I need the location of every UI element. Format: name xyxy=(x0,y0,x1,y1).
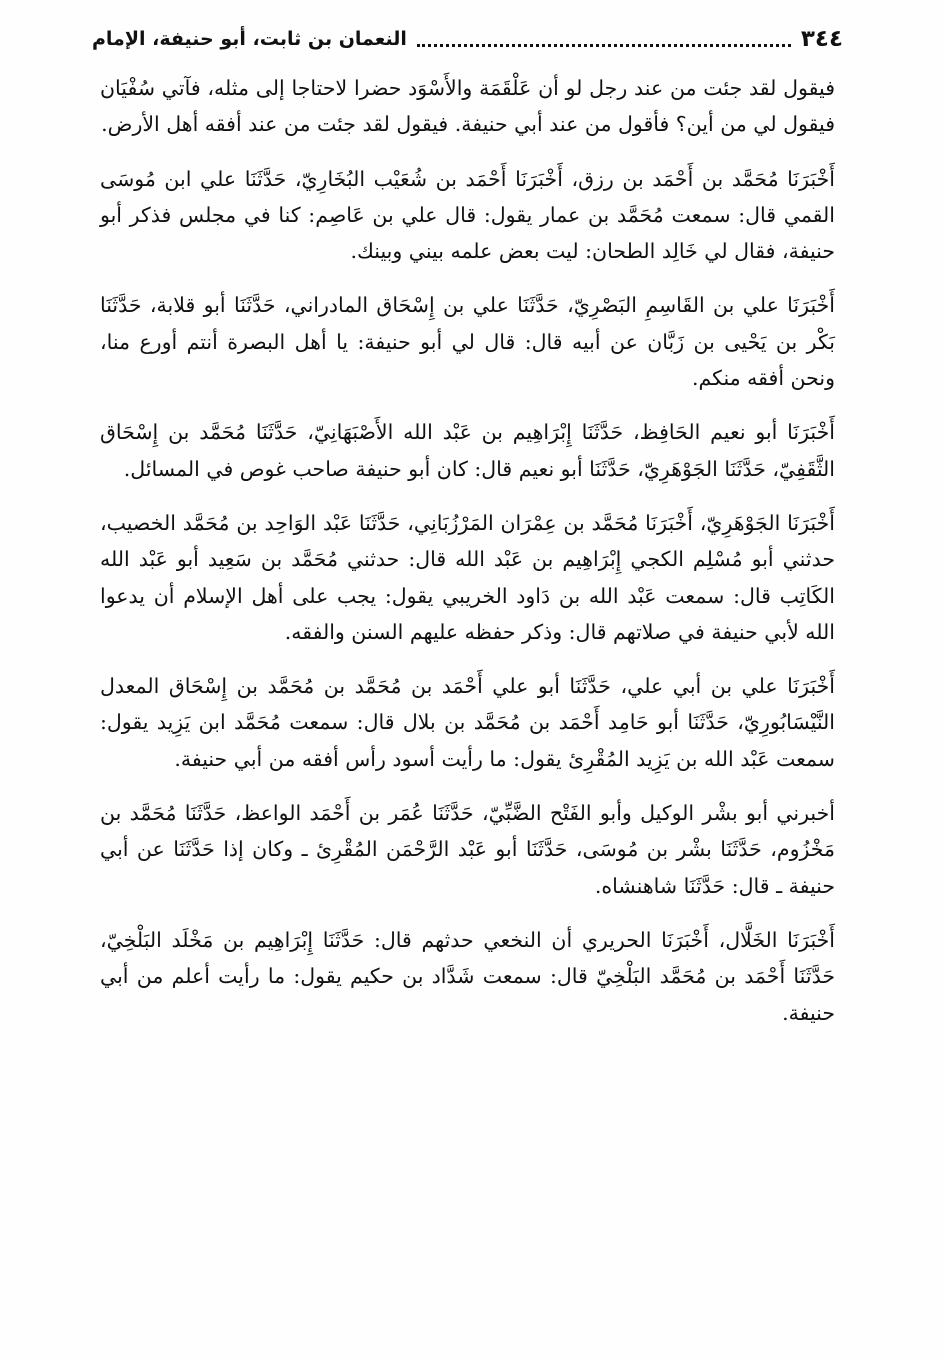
page-number: ٣٤٤ xyxy=(800,26,843,52)
paragraph-1: فيقول لقد جئت من عند رجل لو أن عَلْقَمَة والأَسْوَد حضرا لاحتاجا إلى مثله، فآتي سُفْيَان فيقول لي من أين؟ فأقول من عند أبي حنيفة. فيقول لقد جئت من عند أفقه أهل الأرض. xyxy=(100,76,835,137)
page-header xyxy=(92,22,843,56)
paragraph-7: أخبرني أبو بشْر الوكيل وأبو الفَتْح الضَّبِّيّ، حَدَّثَنَا عُمَر بن أَحْمَد الواعظ، حَدَّثَنَا مُحَمَّد بن مَخْزُوم، حَدَّثَنَا بشْر بن مُوسَى، حَدَّثَنَا أبو عَبْد الرَّحْمَن المُقْرِئ ـ وكان إذا حَدَّثَنَا عن أبي حنيفة ـ قال: حَدَّثَنَا شاهنشاه. xyxy=(100,801,835,898)
paragraph-4: أَخْبَرَنَا أبو نعيم الحَافِظ، حَدَّثَنَا إِبْرَاهِيم بن عَبْد الله الأَصْبَهَانِيّ، حَدَّثَنَا مُحَمَّد بن إِسْحَاق الثَّقَفِيّ، حَدَّثَنَا الجَوْهَرِيّ، حَدَّثَنَا أبو نعيم قال: كان أبو حنيفة صاحب غوص في المسائل. xyxy=(100,420,835,481)
paragraph-8: أَخْبَرَنَا الخَلَّال، أَخْبَرَنَا الحريري أن النخعي حدثهم قال: حَدَّثَنَا إِبْرَاهِيم بن مَخْلَد البَلْخِيّ، حَدَّثَنَا أَحْمَد بن مُحَمَّد البَلْخِيّ قال: سمعت شَدَّاد بن حكيم يقول: ما رأيت أعلم من أبي حنيفة. xyxy=(100,927,835,1025)
header-dotted-leader xyxy=(417,32,791,47)
page-body xyxy=(100,70,835,1049)
paragraph-2: أَخْبَرَنَا مُحَمَّد بن أَحْمَد بن رزق، أَخْبَرَنَا أَحْمَد بن شُعَيْب البُخَارِيّ، حَدَّثَنَا علي ابن مُوسَى القمي قال: سمعت مُحَمَّد بن عمار يقول: قال علي بن عَاصِم: كنا في مجلس فذكر أبو حنيفة، فقال لي خَالِد الطحان: ليت بعض علمه بيني وبينك. xyxy=(100,166,836,264)
paragraph-6: أَخْبَرَنَا علي بن أبي علي، حَدَّثَنَا أبو علي أَحْمَد بن مُحَمَّد بن مُحَمَّد بن إِسْحَاق المعدل النَّيْسَابُورِيّ، حَدَّثَنَا أبو حَامِد أَحْمَد بن مُحَمَّد بن بلال قال: سمعت مُحَمَّد ابن يَزِيد يقول: سمعت عَبْد الله بن يَزِيد المُقْرِئ يقول: ما رأيت أسود رأس أفقه من أبي حنيفة. xyxy=(100,674,835,771)
running-title: النعمان بن ثابت، أبو حنيفة، الإمام xyxy=(92,28,407,50)
paragraph-3: أَخْبَرَنَا علي بن القَاسِمِ البَصْرِيّ، حَدَّثَنَا علي بن إِسْحَاق المادراني، حَدَّثَنَا أبو قلابة، حَدَّثَنَا بَكْر بن يَحْيى بن زَبَّان عن أبيه قال: قال لي أبو حنيفة: يا أهل البصرة أنتم أورع منا، ونحن أفقه منكم. xyxy=(100,293,835,391)
paragraph-5: أَخْبَرَنَا الجَوْهَرِيّ، أَخْبَرَنَا مُحَمَّد بن عِمْرَان المَرْزُبَانِي، حَدَّثَنَا عَبْد الوَاحِد بن مُحَمَّد الخصيب، حدثني أبو مُسْلِم الكجي إِبْرَاهِيم بن عَبْد الله قال: حدثني مُحَمَّد بن سَعِيد أبو عَبْد الله الكَاتِب قال: سمعت عَبْد الله بن دَاود الخريبي يقول: يجب على أهل الإسلام أن يدعوا الله لأبي حنيفة في صلاتهم قال: وذكر حفظه عليهم السنن والفقه. xyxy=(100,510,835,644)
